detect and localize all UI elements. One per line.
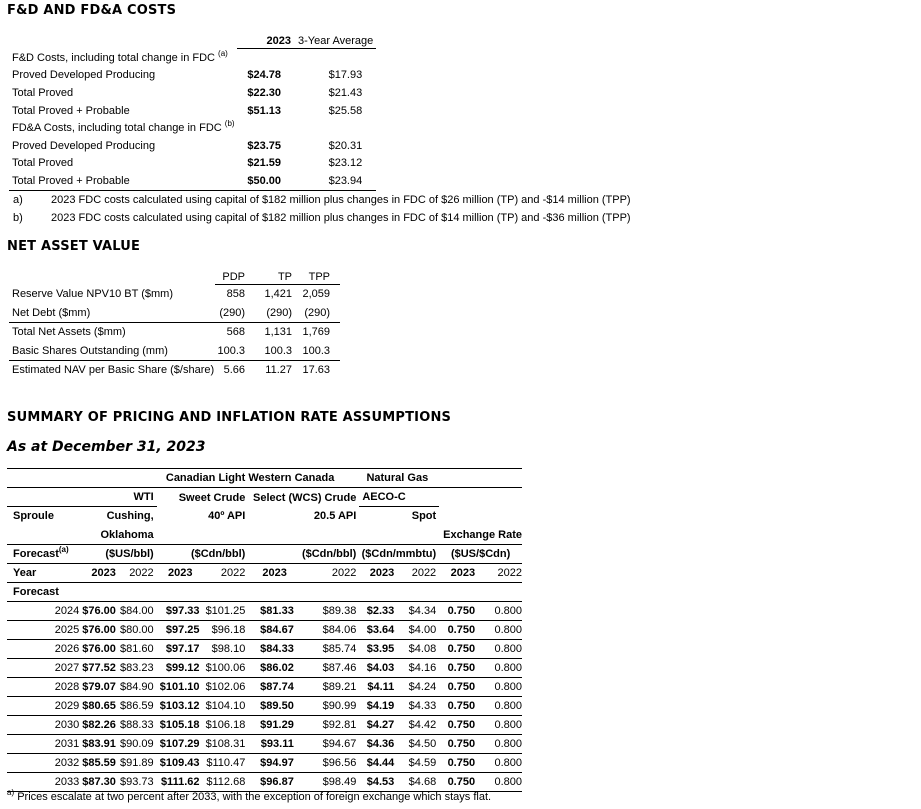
- pricing-cell-wcs22: $84.06: [304, 621, 360, 640]
- pricing-cell-wti22: $84.00: [116, 602, 157, 621]
- pricing-row: [7, 602, 522, 621]
- pricing-cell-cll23: $97.25: [157, 621, 203, 640]
- pricing-cell-gas23: $4.36: [359, 735, 399, 754]
- pricing-cell-wti23: $85.59: [82, 754, 116, 773]
- pricing-header-row-5: Forecast$^{(a)}$ ($US/bbl) ($Cdn/bbl) ($Cdn/bbl) ($Cdn/mmbtu) ($US/$Cdn): [7, 544, 522, 563]
- pricing-cell-wcs23: $87.74: [248, 678, 304, 697]
- pricing-cell-wcs23: $84.67: [248, 621, 304, 640]
- pricing-cell-fx22: 0.800: [483, 621, 522, 640]
- fd-col-3yr-avg: 3-Year Average: [298, 34, 376, 49]
- pricing-cell-wti22: $83.23: [116, 659, 157, 678]
- nav-row: Estimated NAV per Basic Share ($/share) 5.66 11.27 17.63: [12, 364, 330, 377]
- footnote-ref: (a): [218, 48, 228, 58]
- pricing-row: [7, 754, 522, 773]
- pricing-header-row-6: Year 2023 2022 2023 2022 2023 2022 2023 2022 2023 2022: [7, 563, 522, 582]
- pricing-cell-gas22: $4.16: [399, 659, 439, 678]
- pricing-table: [7, 468, 522, 792]
- pricing-cell-wcs23: $94.97: [248, 754, 304, 773]
- footnote-ref: (a): [58, 544, 69, 554]
- pricing-cell-wcs22: $98.49: [304, 773, 360, 792]
- pricing-cell-fx23: 0.750: [439, 697, 483, 716]
- pricing-cell-cll22: $102.06: [203, 678, 249, 697]
- fda-row: Total Proved + Probable $50.00 $23.94: [9, 172, 376, 190]
- pricing-cell-wti23: $76.00: [82, 640, 116, 659]
- pricing-cell-wti22: $88.33: [116, 716, 157, 735]
- pricing-cell-fx22: 0.800: [483, 697, 522, 716]
- pricing-cell-fx23: 0.750: [439, 735, 483, 754]
- pricing-row: [7, 621, 522, 640]
- pricing-cell-wcs23: $91.29: [248, 716, 304, 735]
- pricing-cell-gas22: $4.33: [399, 697, 439, 716]
- pricing-cell-fx23: 0.750: [439, 602, 483, 621]
- pricing-header-row-7: Forecast: [7, 583, 522, 602]
- pricing-cell-cll22: $106.18: [203, 716, 249, 735]
- fd-row: Total Proved + Probable $51.13 $25.58: [12, 104, 363, 117]
- pricing-cell-gas23: $4.44: [359, 754, 399, 773]
- pricing-cell-wti23: $79.07: [82, 678, 116, 697]
- nav-row: Basic Shares Outstanding (mm) 100.3 100.3 100.3: [9, 342, 340, 361]
- pricing-cell-fx23: 0.750: [439, 678, 483, 697]
- footnote-ref: (b): [224, 119, 235, 129]
- pricing-cell-wcs23: $81.33: [248, 602, 304, 621]
- pricing-row: [7, 716, 522, 735]
- pricing-cell-gas23: $2.33: [359, 602, 399, 621]
- pricing-cell-year: 2026: [7, 640, 82, 659]
- pricing-cell-fx23: 0.750: [439, 716, 483, 735]
- pricing-row: [7, 697, 522, 716]
- pricing-cell-year: 2024: [7, 602, 82, 621]
- pricing-cell-cll22: $104.10: [203, 697, 249, 716]
- pricing-cell-wcs22: $89.21: [304, 678, 360, 697]
- nav-header-row: [9, 270, 340, 285]
- pricing-cell-cll22: $98.10: [203, 640, 249, 659]
- fd-footnote-b: b) 2023 FDC costs calculated using capital of $182 million plus changes in FDC of $14 million (TP) and -$36 million (TPP): [13, 212, 631, 224]
- pricing-cell-wcs22: $90.99: [304, 697, 360, 716]
- pricing-section-subtitle: As at December 31, 2023: [7, 439, 206, 455]
- pricing-cell-gas22: $4.00: [399, 621, 439, 640]
- nav-col-pdp: PDP: [215, 270, 252, 285]
- pricing-cell-cll22: $108.31: [203, 735, 249, 754]
- fd-header-row: [9, 34, 376, 49]
- pricing-cell-wti23: $76.00: [82, 602, 116, 621]
- pricing-cell-wti23: $80.65: [82, 697, 116, 716]
- pricing-cell-wti23: $82.26: [82, 716, 116, 735]
- pricing-header-row-3: Sproule Cushing, 40º API 20.5 API Spot: [13, 510, 437, 523]
- nav-row: Net Debt ($mm) (290) (290) (290): [9, 304, 340, 323]
- pricing-cell-wcs22: $89.38: [304, 602, 360, 621]
- pricing-cell-year: 2033: [7, 773, 82, 792]
- pricing-cell-cll23: $97.33: [157, 602, 203, 621]
- pricing-cell-fx23: 0.750: [439, 773, 483, 792]
- pricing-cell-wti22: $81.60: [116, 640, 157, 659]
- fd-col-2023: 2023: [237, 34, 298, 49]
- pricing-header-row-1: Canadian Light Western Canada Natural Gas: [7, 469, 522, 488]
- pricing-cell-wti22: $90.09: [116, 735, 157, 754]
- pricing-cell-year: 2025: [7, 621, 82, 640]
- fd-row: Proved Developed Producing $24.78 $17.93: [12, 69, 363, 82]
- nav-table: [9, 270, 340, 380]
- pricing-cell-wcs23: $89.50: [248, 697, 304, 716]
- pricing-rows: [7, 602, 522, 792]
- pricing-row: [7, 640, 522, 659]
- pricing-cell-gas23: $3.95: [359, 640, 399, 659]
- pricing-cell-wti22: $86.59: [116, 697, 157, 716]
- pricing-cell-fx23: 0.750: [439, 621, 483, 640]
- nav-row: Reserve Value NPV10 BT ($mm) 858 1,421 2,059: [12, 288, 330, 301]
- pricing-cell-gas22: $4.24: [399, 678, 439, 697]
- pricing-cell-cll22: $112.68: [203, 773, 249, 792]
- pricing-cell-gas22: $4.50: [399, 735, 439, 754]
- pricing-cell-wti22: $84.90: [116, 678, 157, 697]
- fd-costs-table: [9, 34, 376, 191]
- pricing-cell-fx22: 0.800: [483, 735, 522, 754]
- pricing-cell-fx22: 0.800: [483, 659, 522, 678]
- pricing-cell-cll22: $101.25: [203, 602, 249, 621]
- pricing-cell-wcs22: $85.74: [304, 640, 360, 659]
- nav-col-tpp: TPP: [296, 270, 340, 285]
- pricing-cell-year: 2029: [7, 697, 82, 716]
- pricing-row: [7, 678, 522, 697]
- nav-section-title: NET ASSET VALUE: [7, 239, 141, 254]
- pricing-cell-wti23: $77.52: [82, 659, 116, 678]
- pricing-cell-gas22: $4.42: [399, 716, 439, 735]
- fd-footnote-a: a) 2023 FDC costs calculated using capital of $182 million plus changes in FDC of $26 million (TP) and -$14 million (TPP): [13, 194, 631, 206]
- pricing-cell-fx22: 0.800: [483, 716, 522, 735]
- pricing-header-row-2: WTI Sweet Crude Select (WCS) Crude AECO-C: [7, 488, 522, 507]
- pricing-cell-fx23: 0.750: [439, 754, 483, 773]
- pricing-cell-cll23: $109.43: [157, 754, 203, 773]
- fda-row: Proved Developed Producing $23.75 $20.31: [12, 139, 363, 152]
- pricing-cell-fx22: 0.800: [483, 640, 522, 659]
- pricing-cell-cll22: $96.18: [203, 621, 249, 640]
- pricing-cell-year: 2032: [7, 754, 82, 773]
- pricing-cell-cll22: $110.47: [203, 754, 249, 773]
- pricing-row: [7, 659, 522, 678]
- pricing-cell-year: 2030: [7, 716, 82, 735]
- pricing-cell-wti22: $93.73: [116, 773, 157, 792]
- pricing-cell-cll23: $97.17: [157, 640, 203, 659]
- pricing-row: [7, 735, 522, 754]
- pricing-cell-fx23: 0.750: [439, 659, 483, 678]
- pricing-cell-cll23: $101.10: [157, 678, 203, 697]
- fd-section-title: F&D AND FD&A COSTS: [7, 3, 177, 18]
- pricing-cell-wcs22: $87.46: [304, 659, 360, 678]
- nav-col-tp: TP: [252, 270, 296, 285]
- pricing-cell-wcs23: $93.11: [248, 735, 304, 754]
- pricing-header-row-4: Oklahoma Exchange Rate: [7, 526, 522, 545]
- pricing-cell-gas23: $4.11: [359, 678, 399, 697]
- pricing-cell-wcs23: $96.87: [248, 773, 304, 792]
- pricing-cell-gas22: $4.68: [399, 773, 439, 792]
- pricing-cell-gas23: $4.19: [359, 697, 399, 716]
- pricing-cell-wcs23: $86.02: [248, 659, 304, 678]
- footnote-ref: a): [7, 788, 15, 797]
- pricing-cell-fx22: 0.800: [483, 602, 522, 621]
- pricing-cell-cll22: $100.06: [203, 659, 249, 678]
- pricing-footnote: $^{a)}$ Prices escalate at two percent after 2033, with the exception of foreign exchange which stays flat.: [7, 788, 492, 803]
- pricing-cell-cll23: $99.12: [157, 659, 203, 678]
- pricing-cell-wti23: $87.30: [82, 773, 116, 792]
- pricing-cell-wti22: $80.00: [116, 621, 157, 640]
- pricing-cell-gas23: $3.64: [359, 621, 399, 640]
- pricing-cell-fx23: 0.750: [439, 640, 483, 659]
- pricing-cell-wcs23: $84.33: [248, 640, 304, 659]
- pricing-cell-gas22: $4.59: [399, 754, 439, 773]
- pricing-cell-gas23: $4.27: [359, 716, 399, 735]
- pricing-cell-cll23: $105.18: [157, 716, 203, 735]
- pricing-cell-wti22: $91.89: [116, 754, 157, 773]
- pricing-cell-wti23: $76.00: [82, 621, 116, 640]
- pricing-row: [7, 773, 522, 792]
- pricing-cell-wcs22: $94.67: [304, 735, 360, 754]
- pricing-cell-gas22: $4.34: [399, 602, 439, 621]
- pricing-cell-fx22: 0.800: [483, 754, 522, 773]
- pricing-cell-gas23: $4.53: [359, 773, 399, 792]
- pricing-cell-wcs22: $92.81: [304, 716, 360, 735]
- pricing-cell-wti23: $83.91: [82, 735, 116, 754]
- pricing-cell-cll23: $103.12: [157, 697, 203, 716]
- pricing-cell-gas22: $4.08: [399, 640, 439, 659]
- pricing-cell-year: 2027: [7, 659, 82, 678]
- fda-group-header: [9, 119, 376, 137]
- pricing-cell-year: 2028: [7, 678, 82, 697]
- pricing-cell-wcs22: $96.56: [304, 754, 360, 773]
- pricing-cell-year: 2031: [7, 735, 82, 754]
- pricing-cell-cll23: $107.29: [157, 735, 203, 754]
- pricing-cell-fx22: 0.800: [483, 678, 522, 697]
- fd-group-header: [9, 49, 376, 67]
- fd-row: Total Proved $22.30 $21.43: [12, 86, 363, 99]
- nav-row: Total Net Assets ($mm) 568 1,131 1,769: [12, 326, 330, 339]
- pricing-cell-fx22: 0.800: [483, 773, 522, 792]
- fd-group-label: F&D Costs, including total change in FDC: [12, 51, 215, 64]
- pricing-cell-cll23: $111.62: [157, 773, 203, 792]
- fda-group-label: FD&A Costs, including total change in FDC: [12, 122, 222, 135]
- pricing-section-title: SUMMARY OF PRICING AND INFLATION RATE ASSUMPTIONS: [7, 410, 452, 425]
- pricing-cell-gas23: $4.03: [359, 659, 399, 678]
- fda-row: Total Proved $21.59 $23.12: [12, 157, 363, 170]
